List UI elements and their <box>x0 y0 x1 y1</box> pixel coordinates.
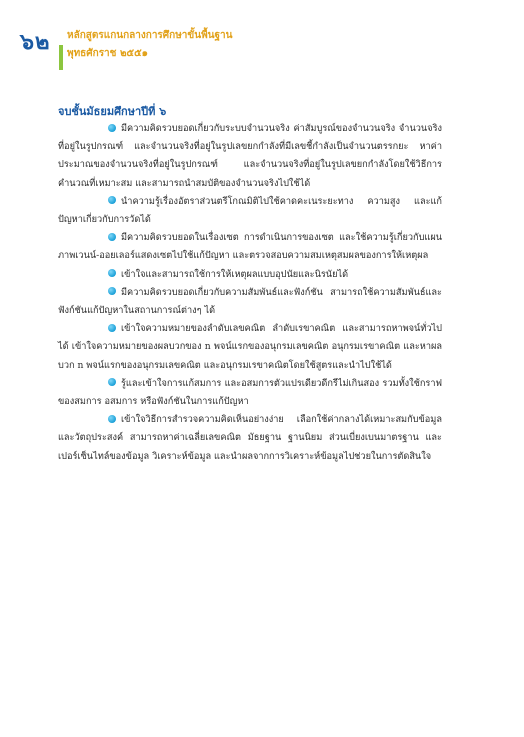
list-item-text: เข้าใจวิธีการสำรวจความคิดเห็นอย่างง่าย เลือกใช้ค่ากลางได้เหมาะสมกับข้อมูลและวัตถุประสงค์ สามารถหาค่าเฉลี่ยเลขคณิต มัธยฐาน ฐานนิยม ส่วนเบี่ยงเบนมาตรฐาน และเปอร์เซ็นไทล์ของข้อมูล วิเคราะห์ข้อมูล และนำผลจากการวิเคราะห์ข้อมูลไปช่วยในการตัดสินใจ <box>58 414 442 462</box>
list-item <box>58 229 442 265</box>
section-title: จบชั้นมัธยมศึกษาปีที่ ๖ <box>58 105 167 118</box>
bullet-icon <box>108 378 116 386</box>
bullet-icon <box>108 233 116 241</box>
bullet-icon <box>108 415 116 423</box>
bullet-icon <box>108 124 116 132</box>
list-item-text: นำความรู้เรื่องอัตราส่วนตรีโกณมิติไปใช้คาดคะเนระยะทาง ความสูง และแก้ปัญหาเกี่ยวกับการวัดได้ <box>58 195 442 226</box>
header-accent-bar <box>59 45 63 70</box>
bullet-icon <box>108 269 116 277</box>
list-item <box>58 120 442 193</box>
list-item <box>58 284 442 320</box>
running-header <box>67 27 232 63</box>
page-number: ๖๒ <box>20 30 51 55</box>
bullet-icon <box>108 196 116 204</box>
list-item-text: เข้าใจและสามารถใช้การให้เหตุผลแบบอุปนัยและนิรนัยได้ <box>121 268 349 280</box>
bullet-icon <box>108 287 116 295</box>
list-item <box>58 193 442 229</box>
list-item-text: มีความคิดรวบยอดในเรื่องเซต การดำเนินการของเซต และใช้ความรู้เกี่ยวกับแผนภาพเวนน์-ออยเลอร์แสดงเซตไปใช้แก้ปัญหา และตรวจสอบความสมเหตุสมผลของการให้เหตุผล <box>58 232 442 262</box>
list-item-text: มีความคิดรวบยอดเกี่ยวกับระบบจำนวนจริง ค่าสัมบูรณ์ของจำนวนจริง จำนวนจริงที่อยู่ในรูปกรณฑ์ และจำนวนจริงที่อยู่ในรูปเลขยกกำลังที่มีเลขชี้กำลังเป็นจำนวนตรรกยะ หาค่าประมาณของจำนวนจริงที่อยู่ในรูปกรณฑ์ และจำนวนจริงที่อยู่ในรูปเลขยกกำลังโดยใช้วิธีการคำนวณที่เหมาะสม และสามารถนำสมบัติของจำนวนจริงไปใช้ได้ <box>58 123 442 189</box>
list-item-text: รู้และเข้าใจการแก้สมการ และอสมการตัวแปรเดียวดีกรีไม่เกินสอง รวมทั้งใช้กราฟของสมการ อสมการ หรือฟังก์ชันในการแก้ปัญหา <box>58 377 442 408</box>
list-item <box>58 320 442 375</box>
list-item <box>58 411 442 466</box>
indicator-list <box>58 120 442 466</box>
list-item <box>58 375 442 411</box>
header-curriculum-title: หลักสูตรแกนกลางการศึกษาขั้นพื้นฐาน <box>67 30 233 41</box>
bullet-icon <box>108 324 116 332</box>
header-year: พุทธศักราช ๒๕๕๑ <box>67 48 149 59</box>
list-item <box>58 266 442 284</box>
list-item-text: เข้าใจความหมายของลำดับเลขคณิต ลำดับเรขาคณิต และสามารถหาพจน์ทั่วไปได้ เข้าใจความหมายของผลบวกของ n พจน์แรกของอนุกรมเลขคณิต อนุกรมเรขาคณิต และหาผลบวก n พจน์แรกของอนุกรมเลขคณิต และอนุกรมเรขาคณิตโดยใช้สูตรและนำไปใช้ได้ <box>58 323 442 371</box>
list-item-text: มีความคิดรวบยอดเกี่ยวกับความสัมพันธ์และฟังก์ชัน สามารถใช้ความสัมพันธ์และฟังก์ชันแก้ปัญหาในสถานการณ์ต่างๆ ได้ <box>58 286 442 317</box>
